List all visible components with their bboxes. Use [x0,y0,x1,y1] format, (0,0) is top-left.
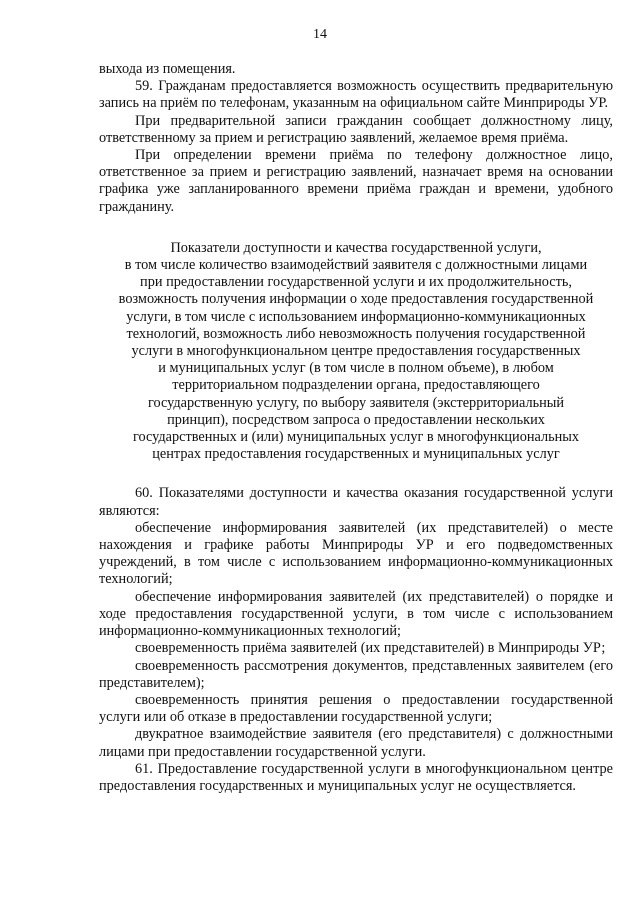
heading-line: государственную услугу, по выбору заявителя (экстерриториальный [147,394,565,411]
page-number: 14 [313,27,327,42]
heading-line: при предоставлении государственной услуги и их продолжительность, [140,274,572,291]
list-item: двукратное взаимодействие заявителя (его представителя) с должностными лицами при предоставлении государственной услуги. [99,726,613,760]
section-heading [99,240,613,464]
heading-line: территориальном подразделении органа, предоставляющего [172,377,540,394]
paragraph-continuation: выхода из помещения. [99,61,236,77]
heading-line: возможность получения информации о ходе предоставления государственной [118,291,594,308]
list-item: своевременность принятия решения о предоставлении государственной услуги или об отказе в предоставлении государственной услуги; [99,691,613,726]
heading-line: технологий, возможность либо невозможность получения государственной [126,325,586,342]
list-item: обеспечение информирования заявителей (их представителей) о порядке и ходе предоставления государственной услуги, в том числе с использованием информационно-коммуникационных технологий; [99,588,613,640]
heading-line: государственных и (или) муниципальных услуг в многофункциональных [132,429,580,446]
heading-line: и муниципальных услуг (в том числе в полном объеме), в любом [158,360,554,377]
heading-line: Показатели доступности и качества государственной услуги, [170,239,542,256]
paragraph-pre-registration: При предварительной записи гражданин сообщает должностному лицу, ответственному за прием и регистрацию заявлений, желаемое время приёма. [99,112,613,146]
document-body [99,61,613,795]
heading-line: принцип), посредством запроса о предоставлении нескольких [167,411,545,428]
paragraph-59: 59. Гражданам предоставляется возможность осуществить предварительную запись на приём по телефонам, указанным на официальном сайте Минприроды УР. [99,78,613,112]
heading-line: в том числе количество взаимодействий заявителя с должностными лицами [124,257,588,274]
top-section [99,61,613,216]
heading-line: центрах предоставления государственных и муниципальных услуг [152,446,560,463]
list-item: своевременность рассмотрения документов, представленных заявителем (его представителем); [99,657,613,691]
paragraph-appointment-time: При определении времени приёма по телефону должностное лицо, ответственное за прием и регистрацию заявлений, назначает время на основании графика уже запланированного времени приёма граждан и времени, удобного гражданину. [99,147,613,215]
list-item: своевременность приёма заявителей (их представителей) в Минприроды УР; [135,640,606,657]
bottom-section [99,485,613,795]
paragraph-60: 60. Показателями доступности и качества оказания государственной услуги являются: [99,485,613,519]
heading-line: услуги, в том числе с использованием информационно-коммуникационных [126,308,586,325]
paragraph-61: 61. Предоставление государственной услуги в многофункциональном центре предоставления государственных и муниципальных услуг не осуществляется. [99,760,613,794]
list-item: обеспечение информирования заявителей (их представителей) о месте нахождения и графике работы Минприроды УР и его подведомственных учреждений, в том числе с использованием информационно-коммуникационных технологий; [99,519,613,588]
heading-line: услуги в многофункциональном центре предоставления государственных [131,343,581,360]
